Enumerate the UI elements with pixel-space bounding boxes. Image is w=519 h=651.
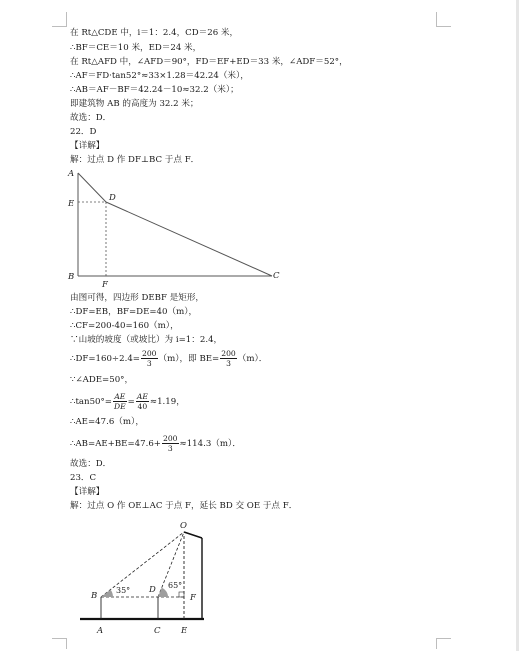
text-segment: = [127,397,135,407]
section-heading: 【详解】 [70,487,105,497]
text-segment: （m），即 BE= [158,354,220,364]
text-line-with-fractions [70,349,267,368]
text-line: ∴AB＝AF－BF＝42.24－10≈32.2（米）； [70,85,239,95]
fraction-numerator: 200 [221,349,236,358]
text-segment: （m）． [237,354,268,364]
text-line: 故选：D． [70,459,112,469]
angle-label-65: 65° [168,581,183,590]
text-line: 解：过点 O 作 OE⊥AC 于点 F，延长 BD 交 OE 于点 F． [70,501,298,511]
text-segment: ∴DF=160÷2.4= [70,354,140,364]
text-segment: ≈114.3（m）． [179,439,241,449]
label-e: E [68,199,75,209]
text-segment: ∴AB=AE+BE=47.6+ [70,439,161,449]
label-e: E [181,626,188,636]
fraction-denominator: DE [114,402,126,411]
label-c: C [154,626,161,636]
angle-mark-d [158,588,168,597]
segment-ad [78,173,106,202]
angle-label-35: 35° [116,586,131,595]
text-line-with-fractions [70,434,241,453]
fraction-denominator: 3 [146,359,152,368]
text-line-with-fractions [70,392,185,411]
text-line: 在 Rt△CDE 中，i＝1：2.4，CD＝26 米， [70,28,239,38]
figure-tower-angles [80,516,230,638]
fraction [162,434,179,453]
fraction-numerator: AE [136,392,148,401]
text-line: ∴AE=47.6（m）， [70,417,144,427]
label-b: B [68,272,75,282]
text-line: ∴DF=EB，BF=DE=40（m）， [70,307,198,317]
segment-dc [106,202,272,276]
fraction [113,392,127,411]
fraction [136,392,149,411]
text-segment: ∴tan50°= [70,397,113,407]
text-line: 解：过点 D 作 DF⊥BC 于点 F． [70,155,200,165]
label-a: A [97,626,104,636]
angle-mark-b [101,590,113,597]
crop-mark-top-left [52,12,67,27]
text-line: 即建筑物 AB 的高度为 32.2 米； [70,99,199,109]
crop-mark-bottom-right [436,638,451,649]
label-b: B [91,591,98,601]
text-line: ∴AF＝FD·tan52°≈33×1.28＝42.24（米）， [70,71,249,81]
text-line: ∴BF＝CE＝10 米，ED＝24 米， [70,43,202,53]
crop-mark-top-right [436,12,451,27]
question-number: 23．C [70,473,97,483]
fraction-denominator: 3 [226,359,231,368]
fraction-numerator: 200 [142,349,157,358]
right-angle-mark [179,592,184,597]
label-d: D [109,193,116,203]
fraction [141,349,158,368]
text-line: ∴CF=200-40=160（m）， [70,321,179,331]
text-line: 在 Rt△AFD 中，∠AFD＝90°，FD＝EF+ED＝33 米，∠ADF＝52°， [70,57,348,67]
label-c: C [273,271,280,281]
fraction [220,349,237,368]
label-f: F [102,280,108,290]
section-heading: 【详解】 [70,141,105,151]
fraction-denominator: 3 [167,444,173,453]
fraction-numerator: AE [114,392,126,401]
text-line: 故选：D． [70,113,112,123]
figure-slope-triangle [64,166,284,290]
text-line: ∵山坡的坡度（或坡比）为 i=1：2.4， [70,335,223,345]
text-segment: ≈1.19， [149,397,185,407]
fraction-numerator: 200 [163,434,178,443]
fraction-denominator: 40 [137,402,148,411]
label-f: F [190,593,196,603]
text-line: 由图可得，四边形 DEBF 是矩形， [70,293,205,303]
tower-top [184,532,202,538]
text-line: ∵∠ADE=50°， [70,375,134,385]
label-a: A [68,169,75,179]
crop-mark-bottom-left [52,638,67,649]
label-o: O [180,521,187,531]
question-number: 22．D [70,127,97,137]
label-d: D [149,585,156,595]
